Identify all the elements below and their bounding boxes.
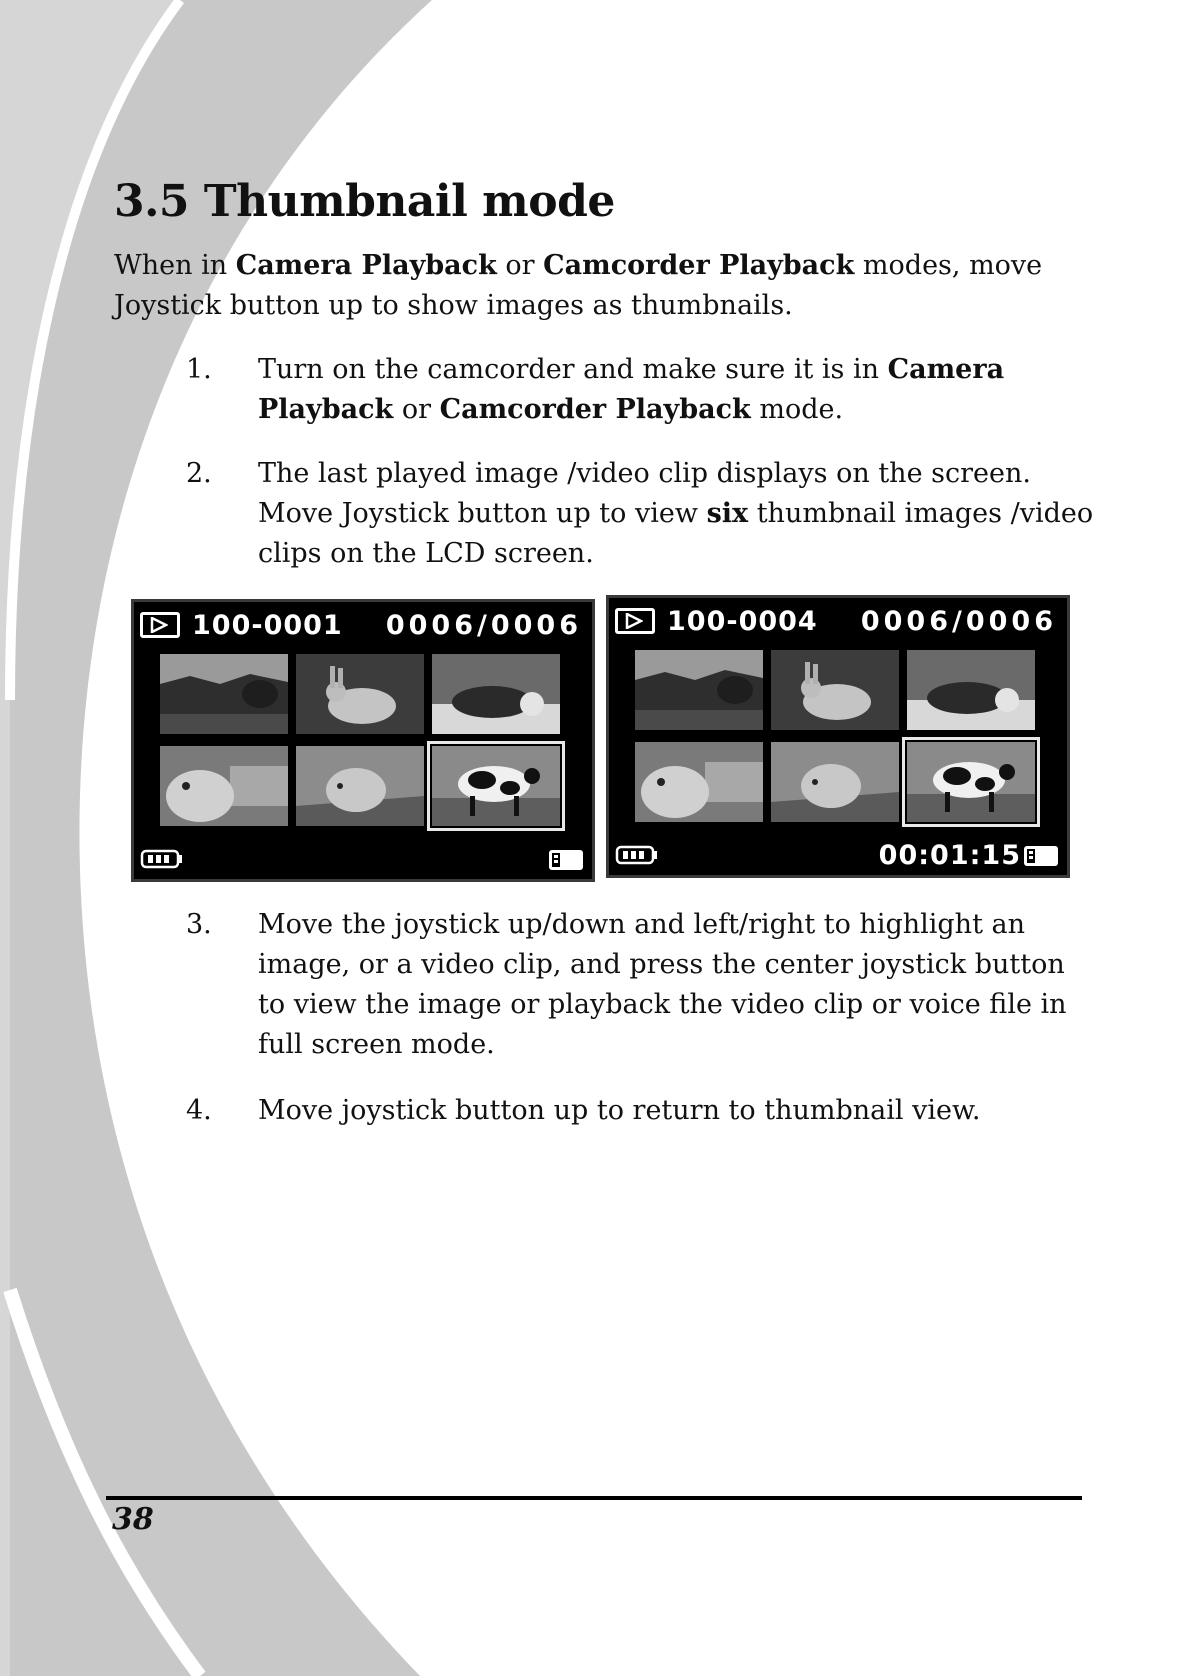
thumbnail-cat[interactable] <box>907 650 1035 730</box>
file-number: 100-0001 <box>192 610 343 641</box>
thumbnail-dog[interactable] <box>160 746 288 826</box>
step-text: Move the joystick up/down and left/right to highlight an image, or a video clip, and press the center joystick button to view the image or playback the video clip or voice file in full screen mode. <box>258 909 1067 1060</box>
thumbnail-camel[interactable] <box>160 654 288 734</box>
battery-icon <box>140 849 184 869</box>
intro-bold-camcorder-playback: Camcorder Playback <box>543 250 855 281</box>
file-count: 0006/0006 <box>385 610 582 641</box>
battery-icon <box>615 845 659 865</box>
step-number: 3. <box>186 909 212 940</box>
thumbnail-rabbit[interactable] <box>296 654 424 734</box>
thumbnail-rabbit[interactable] <box>771 650 899 730</box>
thumbnail-cow-selected[interactable] <box>432 746 560 826</box>
footer-rule <box>106 1496 1082 1500</box>
thumbnail-grid <box>160 654 572 826</box>
lcd-screen-1 <box>131 599 595 882</box>
step-number: 2. <box>186 458 212 489</box>
thumbnail-grid <box>635 650 1047 822</box>
thumbnail-dog[interactable] <box>635 742 763 822</box>
memory-card-icon <box>1023 845 1059 867</box>
intro-text: or <box>496 250 544 281</box>
step-text: Turn on the camcorder and make sure it is in Camera Playback or Camcorder Playback mode. <box>258 354 1005 425</box>
lcd-screen-2 <box>606 595 1070 878</box>
step-text: Move joystick button up to return to thumbnail view. <box>258 1095 981 1126</box>
file-count: 0006/0006 <box>860 606 1057 637</box>
file-number: 100-0004 <box>667 606 818 637</box>
thumbnail-cow-selected[interactable] <box>907 742 1035 822</box>
thumbnail-puppy[interactable] <box>296 746 424 826</box>
intro-text: When in <box>114 250 236 281</box>
play-icon <box>615 608 655 634</box>
memory-card-icon <box>548 849 584 871</box>
lcd-status-bar <box>138 606 588 642</box>
intro-text: modes, move Joystick button up to show images as thumbnails. <box>114 250 1043 321</box>
section-heading: 3.5 Thumbnail mode <box>114 176 615 227</box>
thumbnail-puppy[interactable] <box>771 742 899 822</box>
page-number: 38 <box>112 1502 154 1537</box>
intro-bold-camera-playback: Camera Playback <box>235 250 497 281</box>
lcd-status-bar <box>613 602 1063 638</box>
step-number: 4. <box>186 1095 212 1126</box>
thumbnail-camel[interactable] <box>635 650 763 730</box>
play-icon <box>140 612 180 638</box>
thumbnail-cat[interactable] <box>432 654 560 734</box>
intro-paragraph <box>114 246 1074 326</box>
step-text: The last played image /video clip displays on the screen. Move Joystick button up to view six thumbnail images /video clips on the LCD screen. <box>258 458 1094 569</box>
video-duration: 00:01:15 <box>878 840 1021 871</box>
step-number: 1. <box>186 354 212 385</box>
